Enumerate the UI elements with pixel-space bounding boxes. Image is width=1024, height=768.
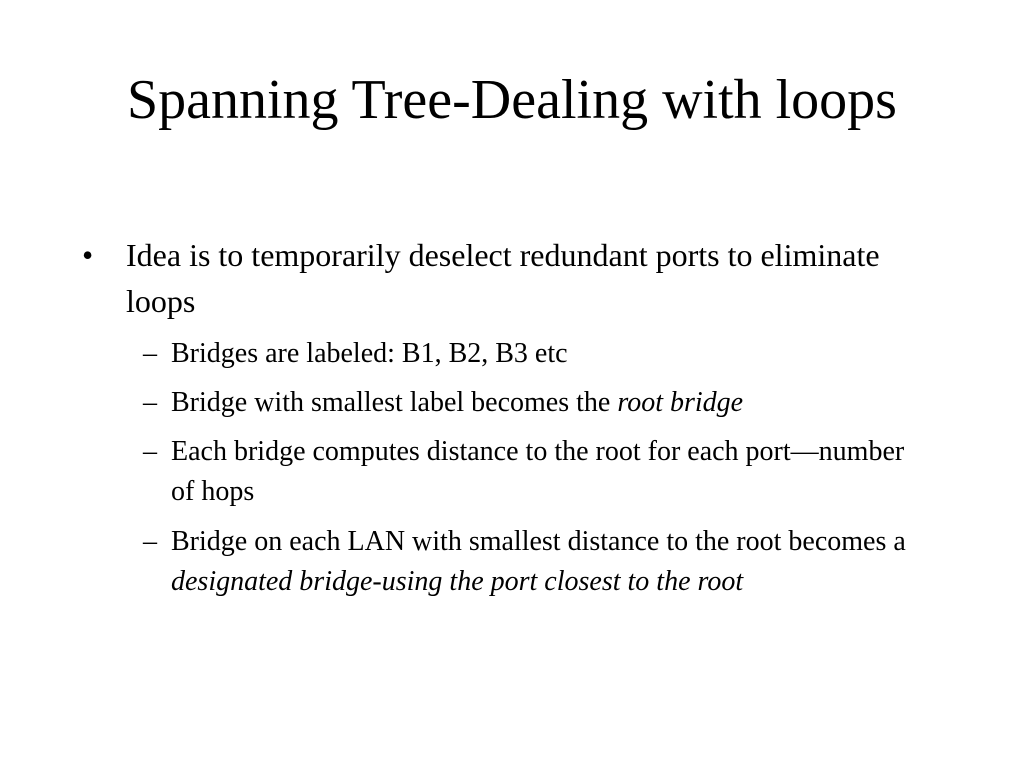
sub-bullet-text: Bridges are labeled: B1, B2, B3 etc — [171, 338, 568, 369]
bullet-text: Idea is to temporarily deselect redundant ports to eliminate loops — [126, 237, 880, 319]
slide-title: Spanning Tree-Dealing with loops — [127, 69, 897, 131]
sub-bullet-text — [171, 383, 933, 423]
sub-bullet-text-plain: Bridge with smallest label becomes the — [171, 387, 618, 418]
bullet-marker: • — [82, 237, 94, 273]
sub-bullet-item — [143, 334, 933, 374]
sub-bullet-text: Each bridge computes distance to the root for each port—number of hops — [171, 436, 905, 507]
sub-bullet-text — [171, 522, 933, 602]
sub-bullet-marker: – — [143, 387, 157, 418]
bullet-item — [82, 232, 942, 324]
sub-bullet-text-italic: designated bridge-using the port closest to the root — [171, 566, 744, 597]
sub-bullet-item — [143, 432, 933, 512]
sub-bullet-item — [143, 522, 933, 602]
sub-bullet-marker: – — [143, 436, 157, 467]
sub-bullet-text-italic: root bridge — [617, 387, 744, 418]
sub-bullet-marker: – — [143, 526, 157, 557]
sub-bullet-text-plain: Bridge on each LAN with smallest distance to the root becomes a — [171, 526, 906, 557]
sub-bullet-item — [143, 383, 933, 423]
sub-bullet-marker: – — [143, 338, 157, 369]
